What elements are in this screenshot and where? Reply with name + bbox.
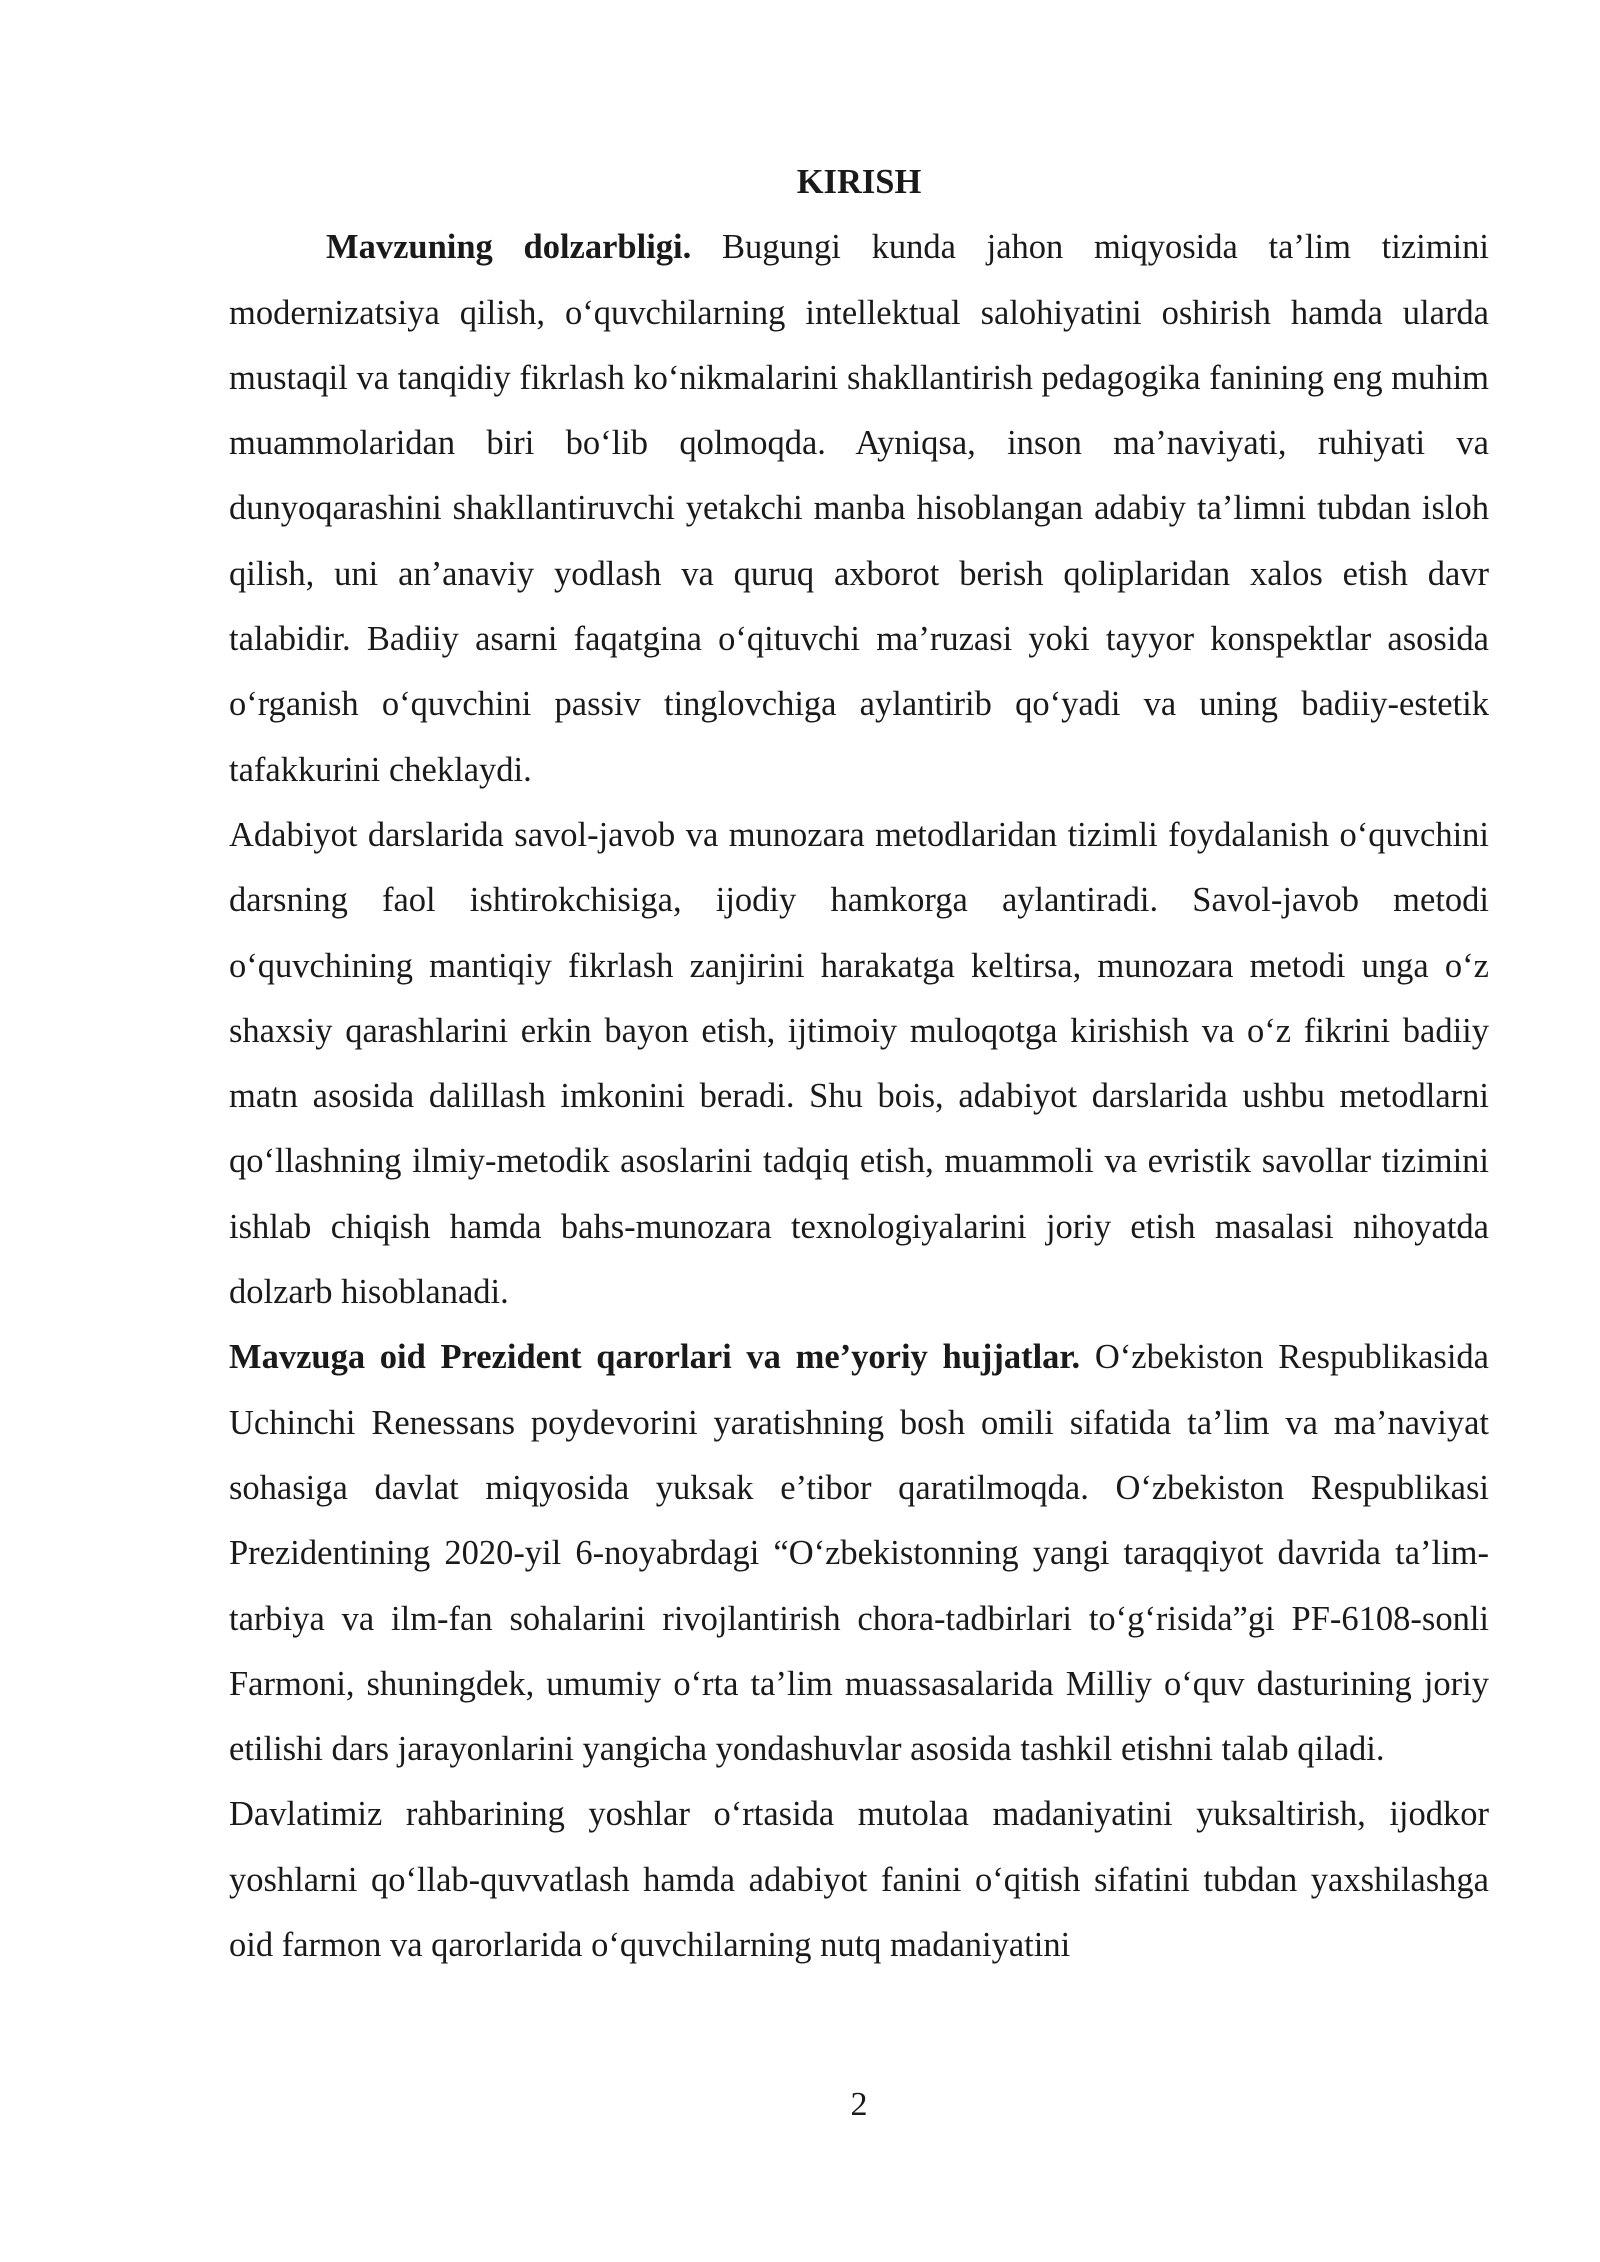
paragraph-lead: Mavzuning dolzarbligi. (326, 228, 692, 267)
paragraph-lead: Mavzuga oid Prezident qarorlari va me’yoriy hujjatlar. (229, 1338, 1081, 1377)
paragraph-regulations (229, 1325, 1489, 1782)
section-title: KIRISH (796, 163, 922, 201)
paragraph-reading-culture (229, 1782, 1489, 1978)
paragraph-relevance (229, 215, 1489, 803)
paragraph-text: O‘zbekiston Respublikasida Uchinchi Renessans poydevorini yaratishning bosh omili sifatida ta’lim va ma’naviyat sohasiga davlat miqyosida yuksak e’tibor qaratilmoqda. O‘zbekiston Respublikasi Prezidentining 2020-yil 6-noyabrdagi “O‘zbekistonning yangi taraqqiyot davrida ta’lim-tarbiya va ilm-fan sohalarini rivojlantirish chora-tadbirlari to‘g‘risida”gi PF-6108-sonli Farmoni, shuningdek, umumiy o‘rta ta’lim muassasalarida Milliy o‘quv dasturining joriy etilishi dars jarayonlarini yangicha yondashuvlar asosida tashkil etishni talab qiladi. (229, 1338, 1489, 1769)
page-number: 2 (850, 2086, 868, 2123)
paragraph-text: Adabiyot darslarida savol-javob va munozara metodlaridan tizimli foydalanish o‘quvchini darsning faol ishtirokchisiga, ijodiy hamkorga aylantiradi. Savol-javob metodi o‘quvchining mantiqiy fikrlash zanjirini harakatga keltirsa, munozara metodi unga o‘z shaxsiy qarashlarini erkin bayon etish, ijtimoiy muloqotga kirishish va o‘z fikrini badiiy matn asosida dalillash imkonini beradi. Shu bois, adabiyot darslarida ushbu metodlarni qo‘llashning ilmiy-metodik asoslarini tadqiq etish, muammoli va evristik savollar tizimini ishlab chiqish hamda bahs-munozara texnologiyalarini joriy etish masalasi nihoyatda dolzarb hisoblanadi. (229, 815, 1489, 1312)
document-body (229, 150, 1489, 1978)
paragraph-methods (229, 803, 1489, 1325)
paragraph-text: Bugungi kunda jahon miqyosida ta’lim tizimini modernizatsiya qilish, o‘quvchilarning intellektual salohiyatini oshirish hamda ularda mustaqil va tanqidiy fikrlash ko‘nikmalarini shakllantirish pedagogika fanining eng muhim muammolaridan biri bo‘lib qolmoqda. Ayniqsa, inson ma’naviyati, ruhiyati va dunyoqarashini shakllantiruvchi yetakchi manba hisoblangan adabiy ta’limni tubdan isloh qilish, uni an’anaviy yodlash va quruq axborot berish qoliplaridan xalos etish davr talabidir. Badiiy asarni faqatgina o‘qituvchi ma’ruzasi yoki tayyor konspektlar asosida o‘rganish o‘quvchini passiv tinglovchiga aylantirib qo‘yadi va uning badiiy-estetik tafakkurini cheklaydi. (229, 228, 1489, 789)
paragraph-text: Davlatimiz rahbarining yoshlar o‘rtasida mutolaa madaniyatini yuksaltirish, ijodkor yoshlarni qo‘llab-quvvatlash hamda adabiyot fanini o‘qitish sifatini tubdan yaxshilashga oid farmon va qarorlarida o‘quvchilarning nutq madaniyatini (229, 1795, 1489, 1965)
